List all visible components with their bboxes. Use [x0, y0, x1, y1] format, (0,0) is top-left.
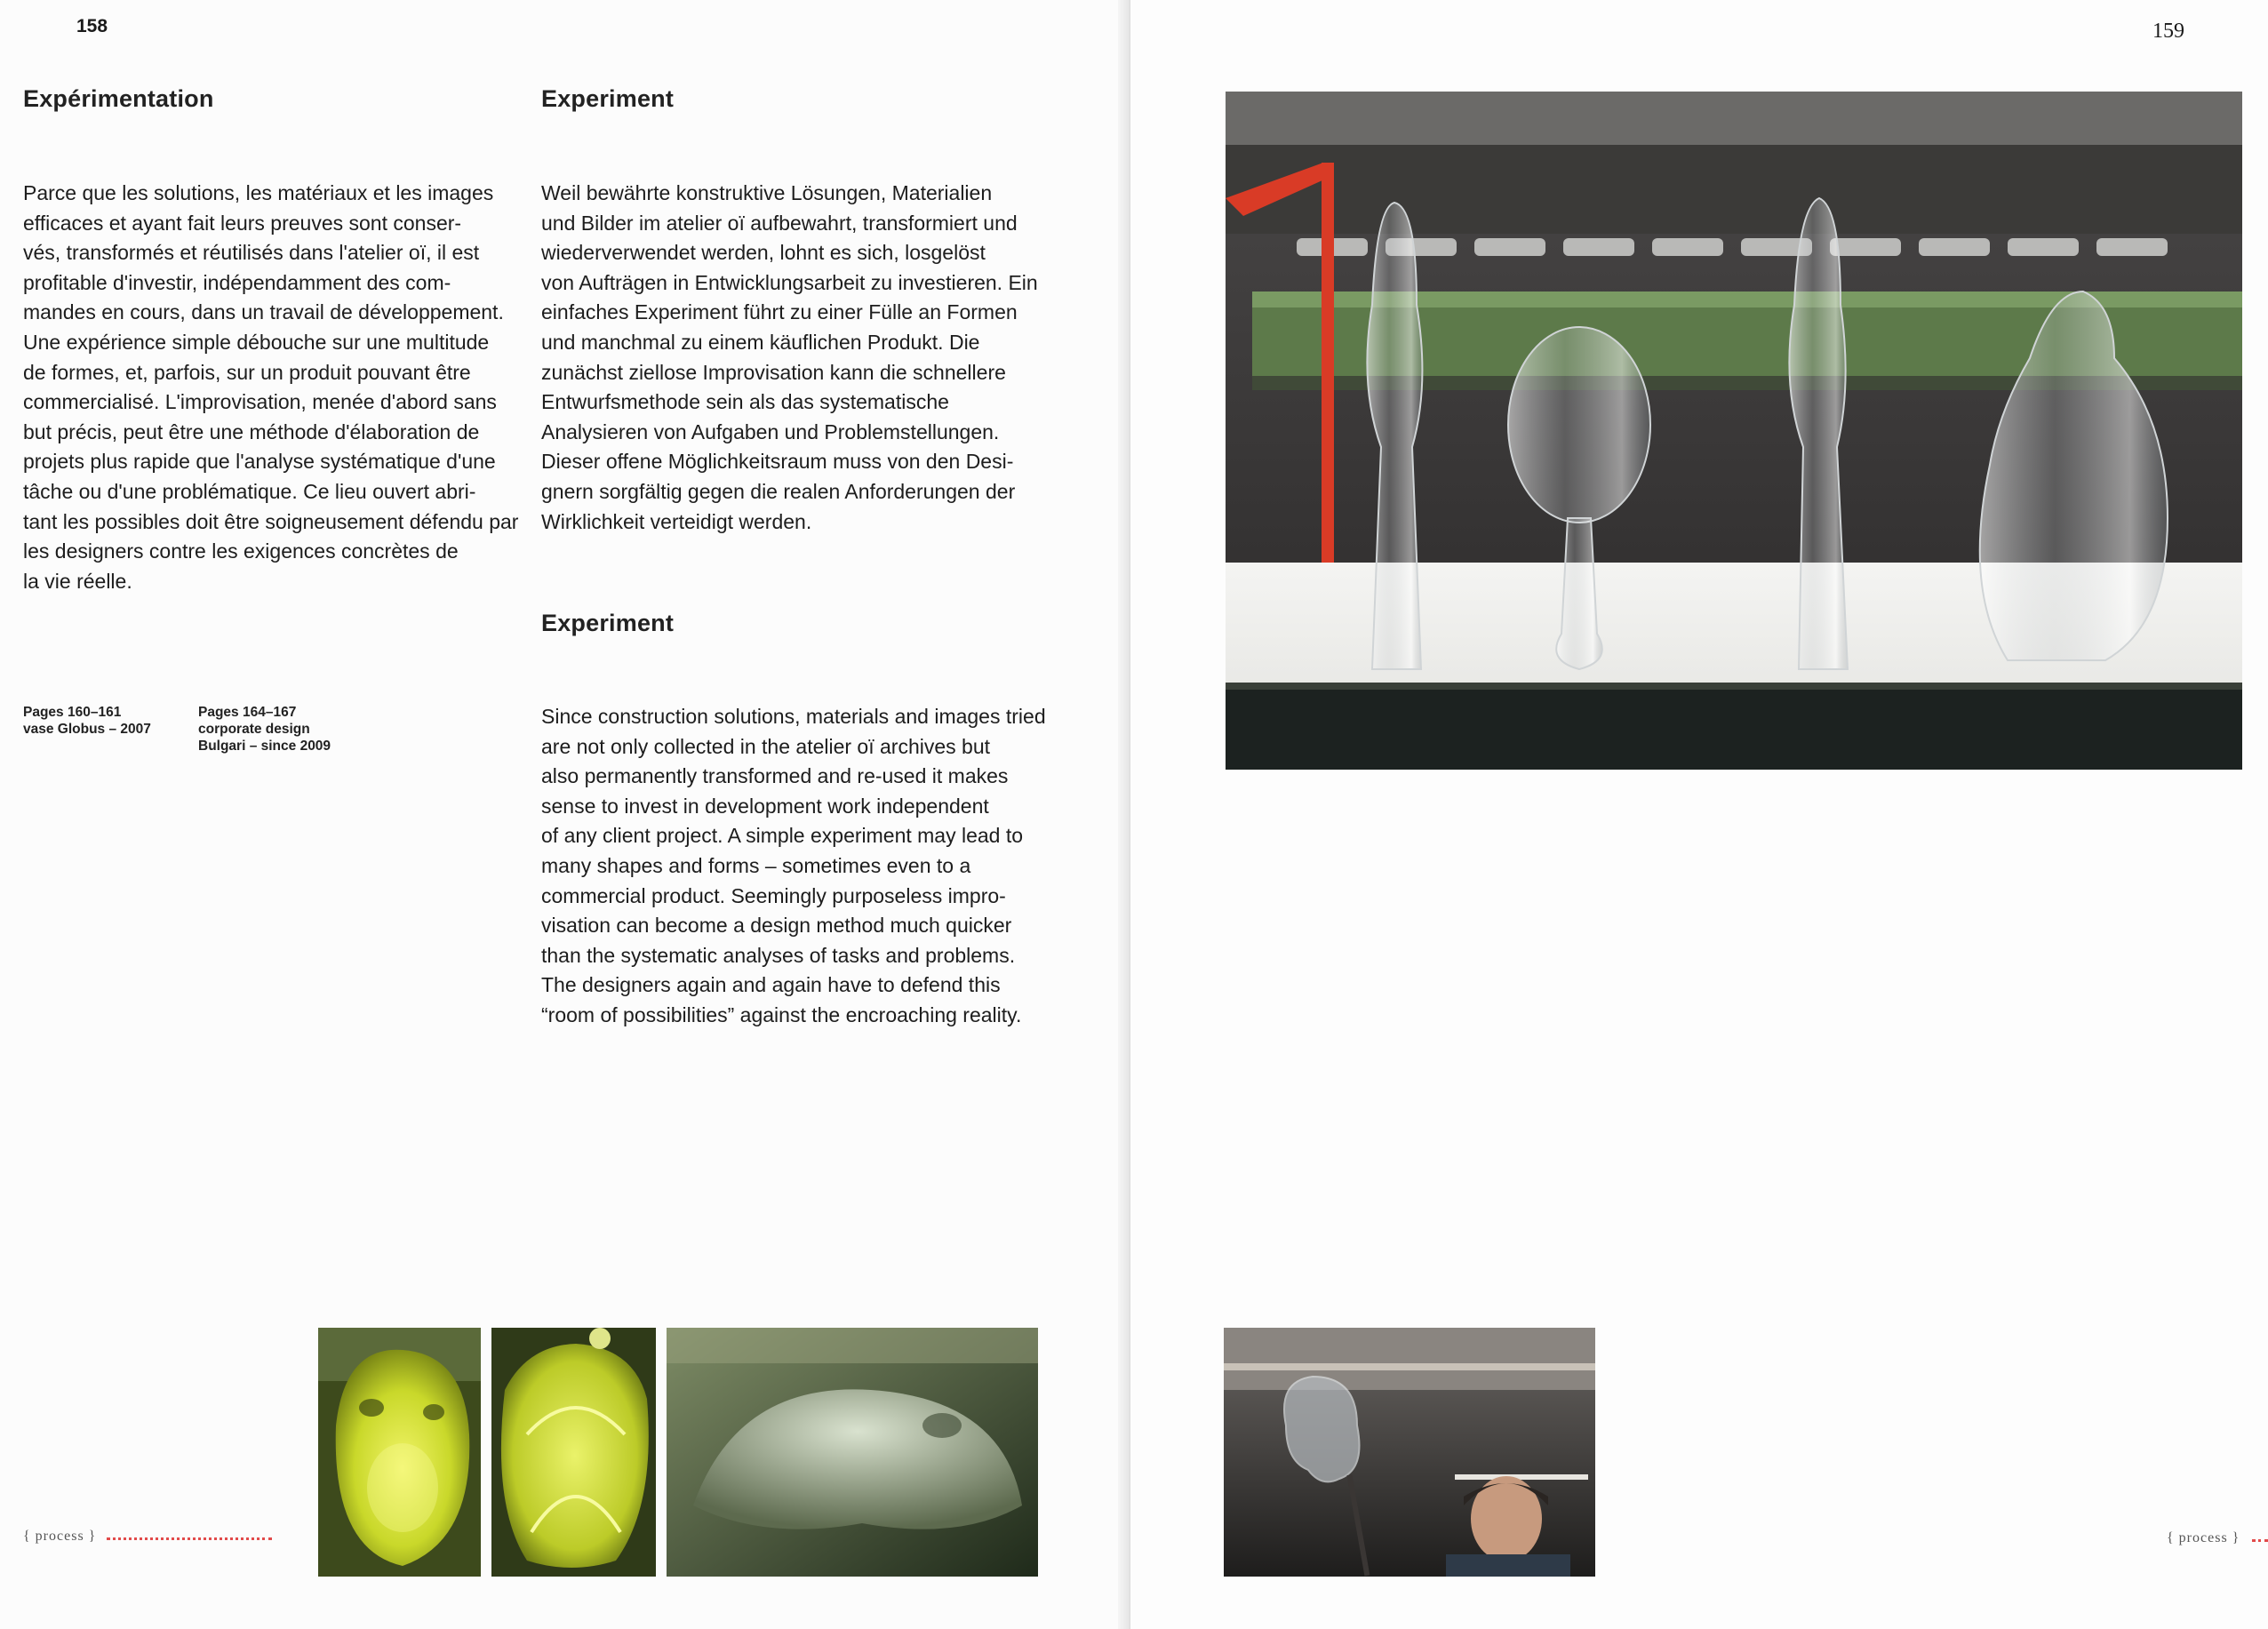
reference-desc: corporate design: [198, 722, 310, 737]
photo-yellow-vase-2: [491, 1328, 656, 1577]
text-line: visation can become a design method much quicker: [541, 914, 1012, 938]
text-line: commercialisé. L'improvisation, menée d'abord sans: [23, 390, 497, 414]
text-line: “room of possibilities” against the encroaching reality.: [541, 1002, 1022, 1026]
text-line: tâche ou d'une problématique. Ce lieu ouvert abri-: [23, 479, 476, 503]
text-line: but précis, peut être une méthode d'élaboration de: [23, 419, 480, 443]
footer-dotted-rule: [107, 1537, 272, 1540]
footer-section-label: { process }: [23, 1529, 97, 1544]
photo-glassblower: [1224, 1328, 1595, 1577]
text-line: commercial product. Seemingly purposeless impro-: [541, 883, 1006, 907]
text-line: Entwurfsmethode sein als das systematische: [541, 390, 949, 414]
photo-glass-bottles: [1226, 92, 2242, 770]
text-line: von Aufträgen in Entwicklungsarbeit zu investieren. Ein: [541, 270, 1038, 294]
text-line: mandes en cours, dans un travail de développement.: [23, 300, 504, 324]
heading-english: Experiment: [541, 610, 675, 636]
photo-yellow-vase-1: [318, 1328, 481, 1577]
right-page: [1130, 0, 2268, 1629]
text-line: einfaches Experiment führt zu einer Fülle an Formen: [541, 300, 1018, 324]
page-reference-2: [198, 704, 331, 755]
page-number-left: 158: [76, 16, 108, 36]
reference-desc: vase Globus – 2007: [23, 722, 151, 737]
text-line: Une expérience simple débouche sur une multitude: [23, 330, 490, 354]
text-line: de formes, et, parfois, sur un produit pouvant être: [23, 360, 471, 384]
text-line: Wirklichkeit verteidigt werden.: [541, 509, 812, 533]
page-number-right: 159: [2152, 20, 2184, 43]
text-line: of any client project. A simple experiment may lead to: [541, 824, 1024, 848]
text-line: are not only collected in the atelier oï archives but: [541, 734, 991, 758]
text-line: than the systematic analyses of tasks and problems.: [541, 943, 1016, 967]
footer-dotted-rule-right: [2252, 1539, 2268, 1542]
german-text-column: [541, 179, 1038, 537]
footer-section-label-right: { process }: [2167, 1530, 2240, 1545]
text-line: Analysieren von Aufgaben und Problemstellungen.: [541, 419, 1000, 443]
text-line: many shapes and forms – sometimes even to a: [541, 853, 971, 877]
reference-desc: Bulgari – since 2009: [198, 739, 331, 754]
text-line: gnern sorgfältig gegen die realen Anforderungen der: [541, 479, 1016, 503]
text-line: Parce que les solutions, les matériaux et les images: [23, 181, 494, 204]
french-text-column: [23, 179, 518, 596]
text-line: wiederverwendet werden, lohnt es sich, losgelöst: [541, 241, 986, 265]
text-line: zunächst ziellose Improvisation kann die schnellere: [541, 360, 1006, 384]
text-line: efficaces et ayant fait leurs preuves sont conser-: [23, 211, 462, 235]
text-line: tant les possibles doit être soigneusement défendu par: [23, 509, 519, 533]
left-page: [0, 0, 1130, 1629]
page-reference-1: [23, 704, 151, 738]
text-line: projets plus rapide que l'analyse systématique d'une: [23, 450, 496, 474]
text-line: Weil bewährte konstruktive Lösungen, Materialien: [541, 181, 993, 204]
reference-pages: Pages 160–161: [23, 705, 122, 720]
text-line: und Bilder im atelier oï aufbewahrt, transformiert und: [541, 211, 1018, 235]
photo-white-vase-closeup: [667, 1328, 1038, 1577]
reference-pages: Pages 164–167: [198, 705, 297, 720]
text-line: The designers again and again have to defend this: [541, 973, 1001, 997]
text-line: profitable d'investir, indépendamment des com-: [23, 270, 451, 294]
heading-french: Expérimentation: [23, 85, 214, 112]
text-line: Since construction solutions, materials and images tried: [541, 705, 1046, 728]
text-line: la vie réelle.: [23, 569, 132, 593]
text-line: und manchmal zu einem käuflichen Produkt. Die: [541, 330, 980, 354]
english-text-column: [541, 702, 1046, 1031]
text-line: also permanently transformed and re-used it makes: [541, 764, 1009, 788]
text-line: Dieser offene Möglichkeitsraum muss von den Desi-: [541, 450, 1014, 474]
text-line: sense to invest in development work independent: [541, 794, 989, 818]
heading-german: Experiment: [541, 85, 675, 112]
text-line: vés, transformés et réutilisés dans l'atelier oï, il est: [23, 241, 480, 265]
text-line: les designers contre les exigences concrètes de: [23, 539, 459, 563]
